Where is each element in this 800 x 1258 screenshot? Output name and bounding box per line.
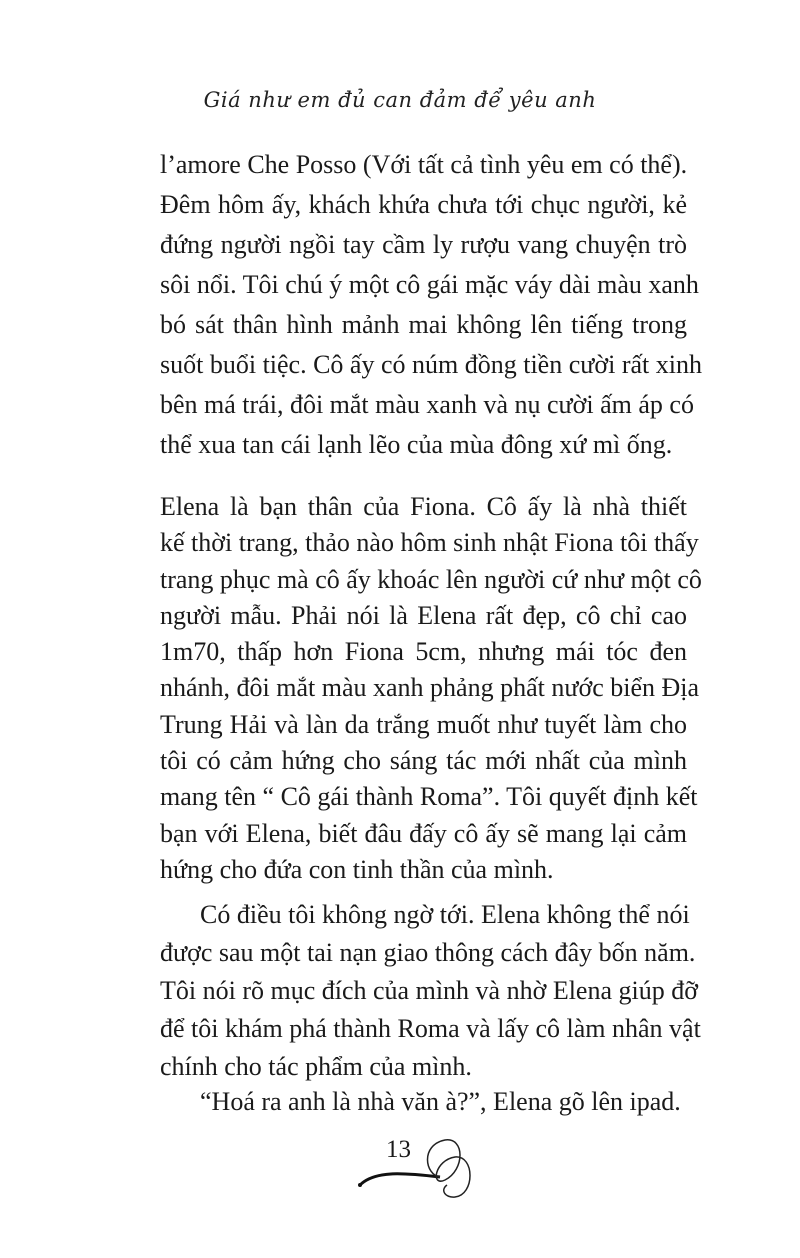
running-header: Giá như em đủ can đảm để yêu anh — [203, 88, 597, 112]
text-line: suốt buổi tiệc. Cô ấy có núm đồng tiền cười rất xinh — [160, 350, 702, 379]
paragraph — [160, 896, 701, 1086]
text-line: Elena là bạn thân của Fiona. Cô ấy là nhà thiết — [160, 492, 687, 521]
text-line: Tôi nói rõ mục đích của mình và nhờ Elena giúp đỡ — [160, 976, 698, 1005]
page-number: 13 — [386, 1136, 411, 1163]
text-line: 1m70, thấp hơn Fiona 5cm, nhưng mái tóc đen — [160, 637, 687, 667]
text-line: chính cho tác phẩm của mình. — [160, 1052, 472, 1081]
text-line: l’amore Che Posso (Với tất cả tình yêu em có thể). — [160, 150, 688, 179]
text-line: hứng cho đứa con tinh thần của mình. — [160, 854, 554, 884]
text-line: Đêm hôm ấy, khách khứa chưa tới chục người, kẻ — [160, 190, 687, 219]
text-line: mang tên “ Cô gái thành Roma”. Tôi quyết định kết — [160, 782, 698, 812]
text-line: được sau một tai nạn giao thông cách đây bốn năm. — [160, 938, 696, 967]
paragraph — [160, 145, 702, 465]
text-line: kế thời trang, thảo nào hôm sinh nhật Fiona tôi thấy — [160, 528, 699, 558]
text-line: nhánh, đôi mắt màu xanh phảng phất nước biển Địa — [160, 673, 700, 703]
paragraph — [160, 1083, 687, 1121]
text-line: thể xua tan cái lạnh lẽo của mùa đông xứ mì ống. — [160, 430, 673, 459]
text-line: bạn với Elena, biết đâu đấy cô ấy sẽ mang lại cảm — [160, 818, 687, 848]
flourish-ornament-icon — [355, 1135, 485, 1215]
text-line: đứng người ngồi tay cầm ly rượu vang chuyện trò — [160, 230, 687, 259]
text-line: để tôi khám phá thành Roma và lấy cô làm nhân vật — [160, 1014, 701, 1043]
text-line: bên má trái, đôi mắt màu xanh và nụ cười ấm áp có — [160, 390, 694, 419]
text-line: Trung Hải và làn da trắng muốt như tuyết làm cho — [160, 709, 687, 739]
text-line: người mẫu. Phải nói là Elena rất đẹp, cô chỉ cao — [160, 600, 687, 630]
text-line: “Hoá ra anh là nhà văn à?”, Elena gõ lên ipad. — [200, 1087, 681, 1116]
text-line: trang phục mà cô ấy khoác lên người cứ như một cô — [160, 564, 702, 594]
paragraph — [160, 489, 702, 888]
text-line: bó sát thân hình mảnh mai không lên tiếng trong — [160, 310, 687, 339]
text-line: tôi có cảm hứng cho sáng tác mới nhất của mình — [160, 746, 687, 776]
text-line: sôi nổi. Tôi chú ý một cô gái mặc váy dài màu xanh — [160, 270, 699, 299]
text-line: Có điều tôi không ngờ tới. Elena không thể nói — [200, 900, 690, 929]
